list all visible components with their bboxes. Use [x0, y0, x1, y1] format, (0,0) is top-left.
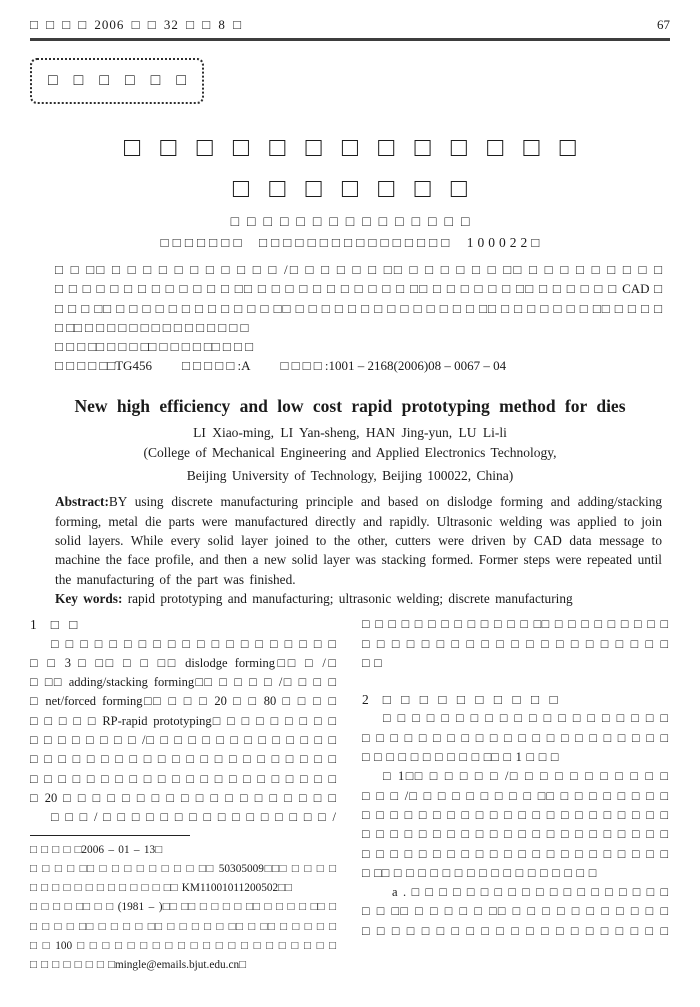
keywords-cn-line: □ □ □ □□ □ □ □ □□ □ □ □ □ □□ □ □ □: [55, 339, 253, 355]
footnote-line: □ □ □ □ □□ □ □ □ □ □ □ □ □ □□ 50305009□□□ □ □ □ □: [30, 862, 336, 875]
section-2-heading: [362, 690, 668, 709]
body-text-line: □ □ □ □ □ □ □ □ □ □ □ □ □ □ □ □ □ □ □ □ □: [362, 636, 668, 651]
body-text-line: □ 20 □ □ □ □ □ □ □ □ □ □ □ □ □ □ □ □ □ □ □: [30, 790, 336, 805]
rubric-label: □ □ □ □ □ □: [48, 72, 186, 89]
english-affiliation-line1: (College of Mechanical Engineering and Applied Electronics Technology,: [143, 445, 557, 461]
english-authors: LI Xiao-ming, LI Yan-sheng, HAN Jing-yun, LU Li-li: [193, 425, 507, 441]
abstract-cn-line: □ □ □□ □ □ □ □ □ □ □ □ □ □ □ /□ □ □ □ □ □ □□ □ □ □ □ □ □ □□ □ □ □ □ □ □ □ □ □: [55, 262, 662, 277]
body-text-line: □ □ □ □ □ □ □ □ □ □ □ □ □ □ □ □ □ □ □ □ □ □: [30, 771, 336, 786]
body-text-line: □ □□ adding/stacking forming□□ □ □ □ □ /□ □ □ □: [30, 675, 336, 690]
footnote-line: □ □ □ □ □ □ □ □ □ □ □ □ □□ KM11001011200502□□: [30, 882, 292, 895]
abstract-cn-line: □ □ □ □□ □ □ □ □ □ □ □ □ □ □ □ □ □□ □ □ □ □ □ □ □ □ □ □ □ □ □ □ □□ □ □ □ □ □ □ □ □□ □ □ □ □: [55, 300, 662, 316]
english-abstract-paragraph: [55, 492, 662, 588]
body-text-line: □ □ □ /□ □ □ □ □ □ □ □ □ □□ □ □ □ □ □ □ □ □: [362, 788, 668, 803]
body-text-line: □ □ □ □ □ □ □ □ □ □ □□ □ 1 □ □ □: [362, 750, 559, 765]
section-1-heading: [30, 615, 336, 634]
header-rule: [30, 38, 670, 41]
english-abstract: [55, 492, 662, 608]
body-text-line: □ □ □ □ □ □ □ □ □ □ □ □ □ □ □ □ □ □ □ □ □ □: [362, 807, 668, 822]
keywords-text: rapid prototyping and manufacturing; ultrasonic welding; discrete manufacturing: [127, 590, 573, 606]
section-title: □ □: [50, 617, 78, 633]
left-column: [30, 615, 336, 975]
body-text-line: □ □ 3 □ □□ □ □ □□ dislodge forming□□ □ /□: [30, 655, 336, 670]
body-text-line: □ □ □ □ □ □ □ □ □ □ □ □ □ □ □ □ □ □ □ □: [383, 711, 668, 726]
chinese-affiliation: □□□□□□□ □□□□□□□□□□□□□□□□ 100022□: [160, 235, 544, 250]
english-title: New high efficiency and low cost rapid prototyping method for dies: [74, 396, 626, 417]
footnote-rule: [30, 835, 190, 836]
footnote-block: [30, 841, 336, 976]
english-keywords-paragraph: [55, 589, 662, 608]
chinese-abstract: [55, 260, 662, 356]
column-rubric-box: [30, 58, 204, 104]
footnote-line-received-date: □ □ □ □ □2006 – 01 – 13□: [30, 843, 163, 856]
body-columns: [30, 615, 670, 975]
body-text-line: □ net/forced forming□□ □ □ □ 20 □ □ 80 □ □ □ □: [30, 694, 336, 709]
clc-number: □ □ □ □ □□TG456: [55, 358, 152, 374]
chinese-title-line1: □□□□□□□□□□□□□: [123, 132, 596, 162]
journal-header: [30, 0, 670, 33]
body-text-line: □ □ □ □ □ □ □ □ □ □ □ □ □ □ □ □ □ □ □ □ □ □: [362, 730, 668, 745]
abstract-label: Abstract:: [55, 494, 109, 510]
keywords-label: Key words:: [55, 590, 123, 606]
body-text-line: □ □ □ □ □ □ □ □ □ □ □ □ □ □ □ □ □ □ □ □ □ □: [362, 827, 668, 842]
document-code: □ □ □ □ □ :A: [181, 358, 251, 374]
body-text-line: □ □: [362, 655, 382, 670]
body-text-line: □ □ □ □ □ □ □ □ □ □ □ □ □ □□ □ □ □ □ □ □ □ □ □: [362, 617, 668, 632]
body-text-line: □ □ □ □ □ □ □ □ □ □ □ □ □ □ □ □ □ □ □ □ □: [362, 923, 668, 938]
footnote-line: □ □ 100 □ □ □ □ □ □ □ □ □ □ □ □ □ □ □ □ □ □ □ □ □: [30, 940, 336, 953]
section-number: 1: [30, 617, 37, 633]
article-id: □ □ □ □ :1001 – 2168(2006)08 – 0067 – 04: [280, 358, 507, 374]
section-number: 2: [362, 692, 369, 708]
body-text-line: □ □ □ □ □ □ □ □ /□ □ □ □ □ □ □ □ □ □ □ □ □ □: [30, 733, 336, 748]
body-text-line: □ □ □□ □ □ □ □ □ □□ □ □ □ □ □ □ □ □ □ □ □: [362, 904, 668, 919]
footnote-line: □ □ □ □ □□ □ □ □ □ □□ □ □ □ □ □ □□ □ □□ □ □ □ □ □: [30, 920, 336, 933]
article-meta-line: [55, 356, 670, 375]
abstract-cn-line: □ □ □ □ □ □ □ □ □ □ □ □ □ □□ □ □ □ □ □ □ □ □ □ □ □ □□ □ □ □ □ □ □ □□ □ □ □ □ □ □ CAD □: [55, 281, 662, 297]
section-title: □ □ □ □ □ □ □ □ □ □: [382, 692, 558, 708]
journal-issue-line: □ □ □ □ 2006 □ □ 32 □ □ 8 □: [30, 17, 242, 32]
abstract-text: BY using discrete manufacturing principle and based on dislodge forming and adding/stacking forming, metal die parts were manufactured directly and rapidly. Ultrasonic welding was applied to join solid layers. While every solid layer joined to the other, cutters were driven by CAD data message to machine the face profile, and then a new solid layer was stacking formed. Former steps were repeated until the manufacturing of the part was finished.: [55, 494, 662, 587]
body-text-line: □ 1□□ □ □ □ □ □ /□ □ □ □ □ □ □ □ □ □ □: [383, 769, 668, 784]
chinese-title-line2: □□□□□□□: [232, 173, 488, 203]
chinese-authors: □□□□□□□□□□□□□□□: [230, 215, 478, 230]
body-text-line: a . □ □ □ □ □ □ □ □ □ □ □ □ □ □ □ □ □ □ □: [392, 885, 668, 900]
body-text-line: □ □ □ □ □ RP-rapid prototyping□ □ □ □ □ □ □ □ □: [30, 713, 336, 728]
english-affiliation-line2: Beijing University of Technology, Beijing 100022, China): [186, 467, 514, 483]
page-number: 67: [657, 17, 670, 32]
body-text-line: □ □ □ □ □ □ □ □ □ □ □ □ □ □ □ □ □ □ □ □ □ □: [362, 846, 668, 861]
right-column: [362, 615, 668, 975]
body-text-line: □ □□ □ □ □ □ □ □ □ □ □ □ □ □ □ □ □ □ □: [362, 865, 597, 880]
abstract-cn-line: □ □□ □ □ □ □ □ □ □ □ □ □ □ □ □ □ □: [55, 319, 249, 335]
footnote-line: □ □ □ □ □□ □ □ (1981 – )□□ □□ □ □ □ □ □□ □ □ □ □ □□ □: [30, 901, 336, 914]
body-text-line: □ □ □ / □ □ □ □ □ □ □ □ □ □ □ □ □ □ □ □ /: [51, 810, 336, 825]
body-text-line: □ □ □ □ □ □ □ □ □ □ □ □ □ □ □ □ □ □ □ □ □ □: [30, 752, 336, 767]
body-text-line: □ □ □ □ □ □ □ □ □ □ □ □ □ □ □ □ □ □ □ □: [51, 636, 336, 651]
footnote-line-email: □ □ □ □ □ □ □ □mingle@emails.bjut.edu.cn□: [30, 959, 246, 972]
